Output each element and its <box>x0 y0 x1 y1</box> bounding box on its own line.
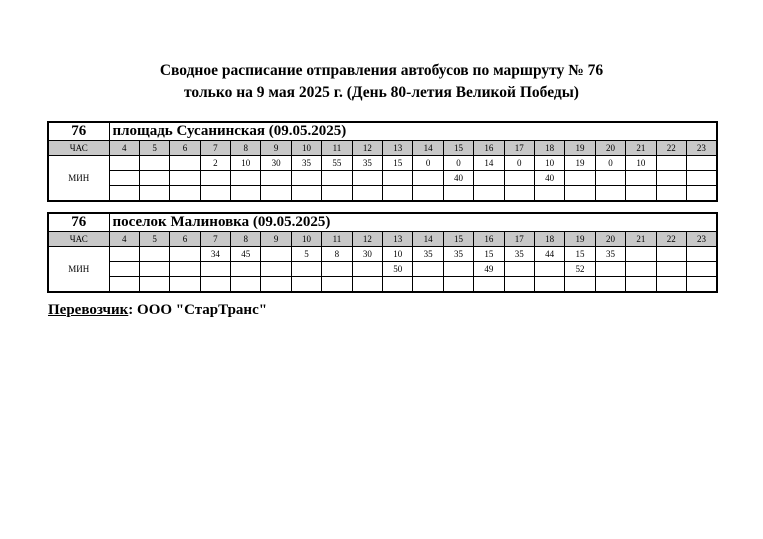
minutes-row <box>48 262 717 277</box>
minute-cell <box>413 186 443 202</box>
minute-cell: 44 <box>534 247 564 262</box>
minute-cell <box>261 247 291 262</box>
minute-cell <box>109 186 139 202</box>
hour-cell: 4 <box>109 141 139 156</box>
minute-cell: 35 <box>595 247 625 262</box>
hour-cell: 21 <box>626 141 656 156</box>
schedule-table-1 <box>47 121 718 202</box>
minute-cell: 40 <box>443 171 473 186</box>
minutes-row <box>48 247 717 262</box>
minute-cell <box>200 186 230 202</box>
minute-cell <box>109 156 139 171</box>
minute-cell: 0 <box>443 156 473 171</box>
minute-cell <box>261 186 291 202</box>
hour-cell: 7 <box>200 141 230 156</box>
carrier-value: : ООО "СтарТранс" <box>128 302 268 318</box>
hour-cell: 19 <box>565 141 595 156</box>
title-line-1: Сводное расписание отправления автобусов по маршруту № 76 <box>159 62 604 79</box>
minute-cell <box>504 186 534 202</box>
document-title <box>0 60 763 104</box>
minute-cell <box>261 171 291 186</box>
minute-cell: 35 <box>352 156 382 171</box>
minute-cell: 35 <box>504 247 534 262</box>
minute-cell <box>474 171 504 186</box>
minute-cell <box>139 277 169 293</box>
minute-cell: 15 <box>565 247 595 262</box>
minutes-row <box>48 156 717 171</box>
minute-cell: 0 <box>595 156 625 171</box>
minute-cell <box>109 262 139 277</box>
hour-cell: 23 <box>686 232 717 247</box>
hour-cell: 10 <box>291 232 321 247</box>
hour-cell: 6 <box>170 141 200 156</box>
minute-cell: 15 <box>474 247 504 262</box>
minute-cell <box>170 171 200 186</box>
minute-cell <box>139 171 169 186</box>
minute-cell <box>595 171 625 186</box>
stop-name: поселок Малиновка (09.05.2025) <box>109 213 717 232</box>
minute-cell <box>383 277 413 293</box>
minute-cell <box>534 186 564 202</box>
minute-cell <box>565 277 595 293</box>
minute-cell <box>261 277 291 293</box>
minute-cell: 50 <box>383 262 413 277</box>
hour-cell: 22 <box>656 141 686 156</box>
hour-cell: 21 <box>626 232 656 247</box>
schedule-table-2 <box>47 212 718 293</box>
minute-cell <box>352 171 382 186</box>
minute-cell <box>686 277 717 293</box>
title-line-2: только на 9 мая 2025 г. (День 80-летия Великой Победы) <box>184 84 579 101</box>
hour-label: ЧАС <box>48 141 109 156</box>
minute-cell: 14 <box>474 156 504 171</box>
minute-cell <box>322 262 352 277</box>
minute-cell <box>504 262 534 277</box>
minute-cell <box>200 277 230 293</box>
minute-cell: 34 <box>200 247 230 262</box>
minute-cell <box>534 277 564 293</box>
minute-cell <box>626 186 656 202</box>
hour-cell: 18 <box>534 232 564 247</box>
hour-cell: 17 <box>504 141 534 156</box>
minute-cell <box>291 171 321 186</box>
minute-cell <box>109 247 139 262</box>
minute-cell <box>534 262 564 277</box>
hour-cell: 8 <box>231 232 261 247</box>
minute-cell: 35 <box>413 247 443 262</box>
stop-name: площадь Сусанинская (09.05.2025) <box>109 122 717 141</box>
minute-cell <box>686 171 716 186</box>
minutes-row <box>48 171 717 186</box>
minute-cell <box>322 277 352 293</box>
hour-cell: 19 <box>565 232 595 247</box>
minute-cell: 30 <box>261 156 291 171</box>
minute-cell <box>656 277 686 293</box>
minute-cell <box>170 262 200 277</box>
minute-cell <box>443 262 473 277</box>
hour-cell: 15 <box>443 141 473 156</box>
minute-cell <box>231 277 261 293</box>
minute-cell: 19 <box>565 156 595 171</box>
min-label: МИН <box>48 247 109 293</box>
minute-cell <box>656 156 686 171</box>
minute-cell <box>686 156 716 171</box>
minute-cell: 35 <box>443 247 473 262</box>
minute-cell <box>352 277 382 293</box>
minute-cell <box>656 171 686 186</box>
minute-cell <box>170 156 200 171</box>
minute-cell <box>170 277 200 293</box>
hour-cell: 14 <box>413 141 443 156</box>
minute-cell: 2 <box>200 156 230 171</box>
hour-cell: 16 <box>474 232 504 247</box>
carrier-line <box>48 302 267 319</box>
hour-label: ЧАС <box>48 232 109 247</box>
minute-cell: 49 <box>474 262 504 277</box>
minute-cell <box>139 156 169 171</box>
minute-cell <box>231 262 261 277</box>
minute-cell <box>291 262 321 277</box>
min-label: МИН <box>48 156 109 202</box>
minute-cell: 10 <box>383 247 413 262</box>
route-number: 76 <box>48 213 109 232</box>
minute-cell <box>565 171 595 186</box>
minute-cell <box>322 186 352 202</box>
minutes-row <box>48 277 717 293</box>
hour-cell: 14 <box>413 232 443 247</box>
hour-cell: 5 <box>139 141 169 156</box>
minute-cell <box>595 277 625 293</box>
minute-cell <box>413 262 443 277</box>
minute-cell <box>474 277 504 293</box>
minute-cell <box>443 186 473 202</box>
minute-cell <box>383 171 413 186</box>
minutes-row <box>48 186 717 202</box>
minute-cell <box>291 186 321 202</box>
hour-cell: 17 <box>504 232 534 247</box>
minute-cell: 0 <box>504 156 534 171</box>
minute-cell <box>595 186 625 202</box>
minute-cell <box>656 247 686 262</box>
minute-cell <box>443 277 473 293</box>
minute-cell <box>626 171 656 186</box>
minute-cell: 10 <box>231 156 261 171</box>
hour-cell: 18 <box>534 141 564 156</box>
hours-row <box>48 232 717 247</box>
minute-cell: 52 <box>565 262 595 277</box>
route-number: 76 <box>48 122 109 141</box>
minute-cell: 55 <box>322 156 352 171</box>
minute-cell <box>200 262 230 277</box>
minute-cell <box>261 262 291 277</box>
hour-cell: 22 <box>656 232 686 247</box>
hour-cell: 15 <box>443 232 473 247</box>
hour-cell: 13 <box>383 232 413 247</box>
hours-row <box>48 141 717 156</box>
minute-cell <box>170 247 200 262</box>
hour-cell: 9 <box>261 232 291 247</box>
minute-cell <box>686 247 717 262</box>
minute-cell: 35 <box>291 156 321 171</box>
hour-cell: 11 <box>322 141 352 156</box>
minute-cell <box>413 277 443 293</box>
minute-cell: 8 <box>322 247 352 262</box>
minute-cell: 10 <box>626 156 656 171</box>
minute-cell: 40 <box>534 171 564 186</box>
hour-cell: 10 <box>291 141 321 156</box>
hour-cell: 4 <box>109 232 139 247</box>
minute-cell <box>474 186 504 202</box>
minute-cell <box>686 262 717 277</box>
route-header-row <box>48 213 717 232</box>
minute-cell <box>291 277 321 293</box>
hour-cell: 9 <box>261 141 291 156</box>
minute-cell <box>231 171 261 186</box>
minute-cell <box>413 171 443 186</box>
minute-cell <box>170 186 200 202</box>
minute-cell <box>504 171 534 186</box>
minute-cell <box>626 262 656 277</box>
minute-cell <box>139 186 169 202</box>
minute-cell: 45 <box>231 247 261 262</box>
hour-cell: 12 <box>352 141 382 156</box>
hour-cell: 20 <box>595 232 625 247</box>
minute-cell: 0 <box>413 156 443 171</box>
minute-cell <box>139 247 169 262</box>
minute-cell <box>352 262 382 277</box>
minute-cell <box>139 262 169 277</box>
minute-cell <box>231 186 261 202</box>
minute-cell <box>656 186 686 202</box>
hour-cell: 20 <box>595 141 625 156</box>
minute-cell <box>109 171 139 186</box>
minute-cell <box>109 277 139 293</box>
hour-cell: 23 <box>686 141 716 156</box>
hour-cell: 6 <box>170 232 200 247</box>
minute-cell: 30 <box>352 247 382 262</box>
minute-cell <box>352 186 382 202</box>
hour-cell: 13 <box>383 141 413 156</box>
minute-cell <box>383 186 413 202</box>
hour-cell: 11 <box>322 232 352 247</box>
minute-cell <box>626 277 656 293</box>
hour-cell: 8 <box>231 141 261 156</box>
minute-cell <box>686 186 716 202</box>
hour-cell: 5 <box>139 232 169 247</box>
minute-cell <box>626 247 656 262</box>
hour-cell: 12 <box>352 232 382 247</box>
minute-cell <box>656 262 686 277</box>
minute-cell: 10 <box>534 156 564 171</box>
hour-cell: 16 <box>474 141 504 156</box>
route-header-row <box>48 122 717 141</box>
minute-cell: 15 <box>383 156 413 171</box>
minute-cell <box>322 171 352 186</box>
minute-cell <box>200 171 230 186</box>
hour-cell: 7 <box>200 232 230 247</box>
carrier-label: Перевозчик <box>48 302 129 318</box>
minute-cell <box>595 262 625 277</box>
minute-cell: 5 <box>291 247 321 262</box>
minute-cell <box>565 186 595 202</box>
minute-cell <box>504 277 534 293</box>
